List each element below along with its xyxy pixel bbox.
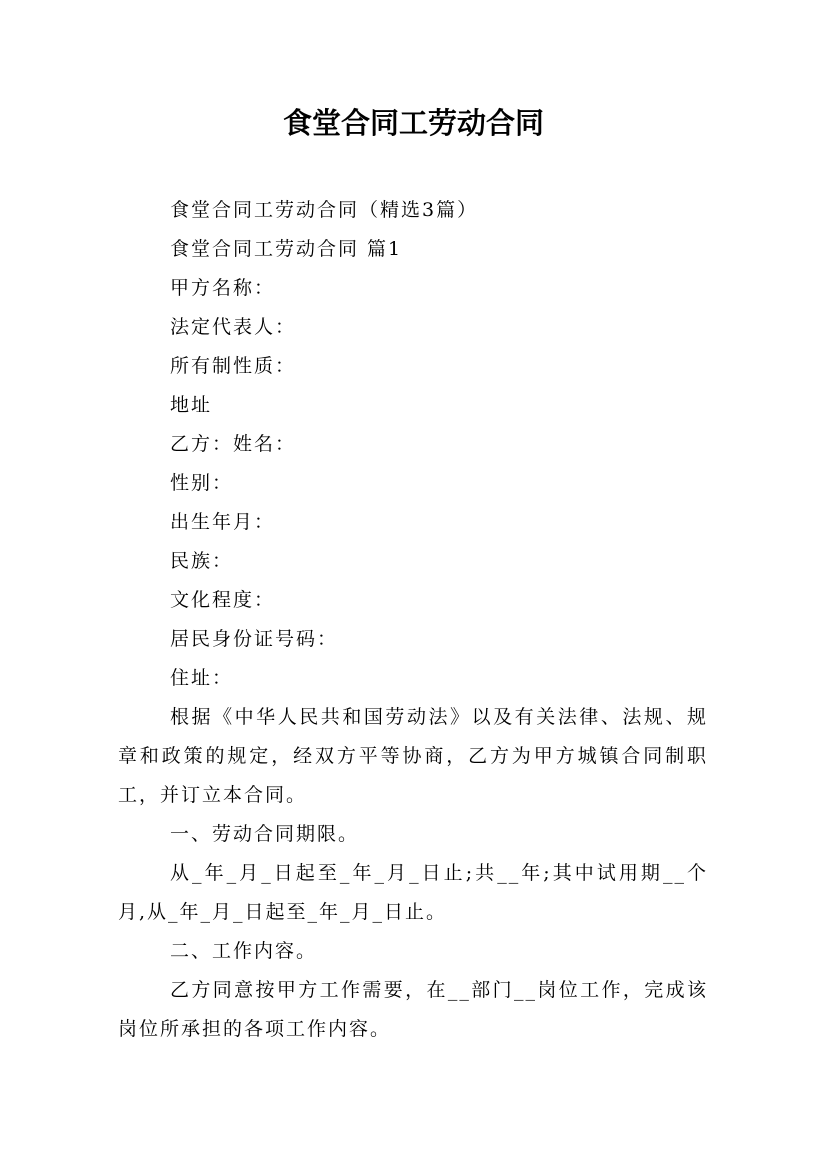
paragraph-gender: 性别： bbox=[170, 472, 234, 494]
document-body bbox=[118, 191, 708, 1049]
paragraph-ownership-type: 所有制性质： bbox=[170, 355, 297, 377]
paragraph-clause-1-body: 从_年_月_日起至_年_月_日止;共__年;其中试用期__个月,从_年_月_日起至_年_月_日止。 bbox=[118, 862, 708, 923]
paragraph-clause-1-heading: 一、劳动合同期限。 bbox=[170, 823, 360, 845]
paragraph-residence: 住址： bbox=[170, 667, 234, 689]
paragraph-birth-date: 出生年月： bbox=[170, 511, 276, 533]
paragraph-clause-2-body: 乙方同意按甲方工作需要，在__部门__岗位工作，完成该岗位所承担的各项工作内容。 bbox=[118, 979, 708, 1040]
paragraph-clause-2-heading: 二、工作内容。 bbox=[170, 940, 318, 962]
paragraph-legal-representative: 法定代表人： bbox=[170, 316, 297, 338]
paragraph-id-number: 居民身份证号码： bbox=[170, 628, 339, 650]
paragraph-address: 地址 bbox=[170, 394, 213, 416]
paragraph-section-heading: 食堂合同工劳动合同 篇1 bbox=[170, 238, 403, 260]
document-title: 食堂合同工劳动合同 bbox=[282, 106, 544, 140]
paragraph-education: 文化程度： bbox=[170, 589, 276, 611]
paragraph-party-a-name: 甲方名称： bbox=[170, 277, 276, 299]
paragraph-party-b-name: 乙方：姓名： bbox=[170, 433, 297, 455]
paragraph-subtitle: 食堂合同工劳动合同（精选3篇） bbox=[170, 199, 479, 221]
paragraph-ethnicity: 民族： bbox=[170, 550, 234, 572]
paragraph-legal-basis: 根据《中华人民共和国劳动法》以及有关法律、法规、规章和政策的规定，经双方平等协商，乙方为甲方城镇合同制职工，并订立本合同。 bbox=[118, 706, 708, 806]
